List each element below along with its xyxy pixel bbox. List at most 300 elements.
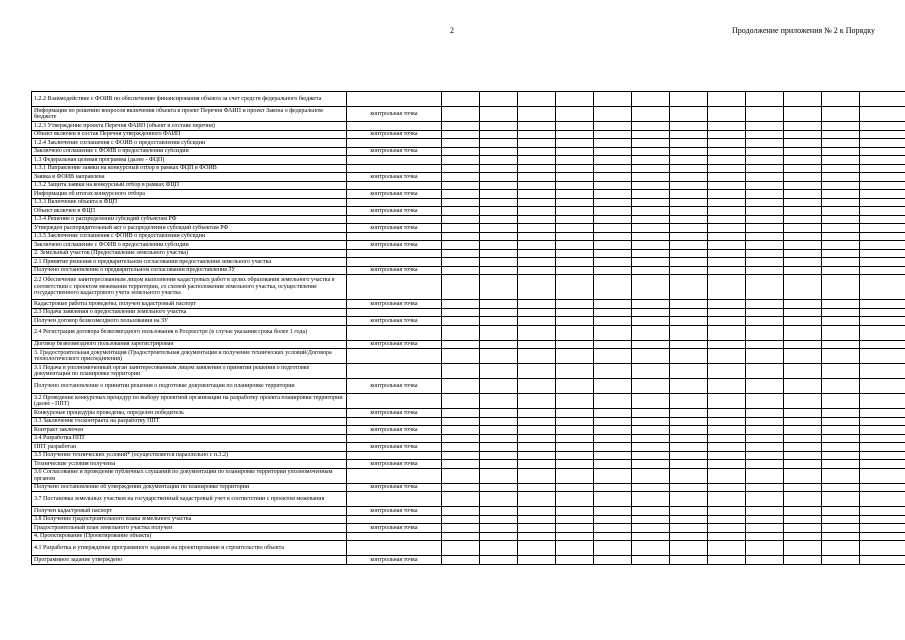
empty-cell [632, 532, 670, 541]
empty-cell [632, 515, 670, 524]
empty-cell [632, 190, 670, 199]
empty-cell [822, 409, 860, 418]
empty-cell [670, 232, 708, 241]
table-row [32, 541, 905, 556]
empty-cell [442, 325, 480, 340]
stage-description-cell: Получен договор безвозмездного пользования на ЗУ [32, 317, 347, 326]
empty-cell [594, 139, 632, 148]
empty-cell [594, 468, 632, 483]
empty-cell [594, 275, 632, 300]
empty-cell [784, 541, 822, 556]
empty-cell [442, 443, 480, 452]
stage-description-cell: Договор безвозмездного пользования зарегистрирован [32, 340, 347, 349]
empty-cell [860, 507, 905, 516]
empty-cell [556, 451, 594, 460]
empty-cell [746, 207, 784, 216]
empty-cell [746, 300, 784, 309]
empty-cell [480, 317, 518, 326]
empty-cell [518, 325, 556, 340]
empty-cell [442, 173, 480, 182]
empty-cell [822, 492, 860, 507]
empty-cell [518, 232, 556, 241]
empty-cell [556, 524, 594, 533]
empty-cell [518, 349, 556, 364]
empty-cell [670, 266, 708, 275]
empty-cell [594, 258, 632, 267]
empty-cell [632, 241, 670, 250]
empty-cell [670, 207, 708, 216]
empty-cell [860, 443, 905, 452]
empty-cell [442, 409, 480, 418]
empty-cell [860, 275, 905, 300]
empty-cell [708, 258, 746, 267]
table-row [32, 300, 905, 309]
empty-cell [746, 532, 784, 541]
table-row [32, 434, 905, 443]
stage-description-cell: 2. Земельный участок (Предоставление земельного участка) [32, 249, 347, 258]
empty-cell [708, 515, 746, 524]
empty-cell [518, 130, 556, 139]
empty-cell [518, 340, 556, 349]
empty-cell [594, 147, 632, 156]
empty-cell [556, 266, 594, 275]
stage-description-cell: 1.3.4 Решение о распределении субсидий субъектам РФ [32, 215, 347, 224]
empty-cell [594, 241, 632, 250]
empty-cell [822, 349, 860, 364]
empty-cell [708, 426, 746, 435]
empty-cell [784, 275, 822, 300]
empty-cell [518, 164, 556, 173]
empty-cell [442, 417, 480, 426]
stage-description-cell: 3.7 Постановка земельных участков на государственный кадастровый учет в соответствии с проектом межевания [32, 492, 347, 507]
empty-cell [670, 308, 708, 317]
empty-cell [442, 460, 480, 469]
empty-cell [822, 483, 860, 492]
empty-cell [632, 460, 670, 469]
empty-cell [822, 198, 860, 207]
empty-cell [442, 434, 480, 443]
empty-cell [518, 241, 556, 250]
table-row [32, 224, 905, 233]
empty-cell [860, 468, 905, 483]
empty-cell [708, 241, 746, 250]
stage-description-cell: Утвержден распорядительный акт о распределении субсидий субъектам РФ [32, 224, 347, 233]
table-row [32, 130, 905, 139]
table-row [32, 241, 905, 250]
empty-cell [518, 207, 556, 216]
checkpoint-type-cell: контрольная точка [347, 224, 442, 233]
empty-cell [784, 139, 822, 148]
empty-cell [784, 556, 822, 565]
empty-cell [594, 92, 632, 107]
empty-cell [670, 241, 708, 250]
empty-cell [442, 241, 480, 250]
empty-cell [784, 173, 822, 182]
table-row [32, 394, 905, 409]
stage-description-cell: 3.1 Подача в уполномоченный орган заинтересованным лицом заявления о принятии решения о подготовке документации по планировке территории [32, 364, 347, 379]
empty-cell [556, 364, 594, 379]
checkpoint-type-cell: контрольная точка [347, 300, 442, 309]
empty-cell [632, 207, 670, 216]
empty-cell [518, 224, 556, 233]
empty-cell [670, 417, 708, 426]
empty-cell [518, 147, 556, 156]
empty-cell [594, 317, 632, 326]
empty-cell [632, 130, 670, 139]
empty-cell [556, 207, 594, 216]
empty-cell [632, 181, 670, 190]
empty-cell [708, 215, 746, 224]
checkpoint-type-cell [347, 215, 442, 224]
empty-cell [442, 451, 480, 460]
checkpoint-type-cell: контрольная точка [347, 340, 442, 349]
empty-cell [556, 164, 594, 173]
empty-cell [556, 460, 594, 469]
empty-cell [556, 409, 594, 418]
empty-cell [480, 468, 518, 483]
empty-cell [556, 507, 594, 516]
table-row [32, 409, 905, 418]
stage-description-cell: 1.3.1 Направление заявки на конкурсный отбор в рамках ФЦП в ФОИВ [32, 164, 347, 173]
empty-cell [822, 468, 860, 483]
stage-description-cell: Заключено соглашение с ФОИВ о предоставлении субсидии [32, 147, 347, 156]
empty-cell [670, 173, 708, 182]
empty-cell [746, 349, 784, 364]
empty-cell [556, 325, 594, 340]
empty-cell [556, 139, 594, 148]
table-row [32, 164, 905, 173]
empty-cell [822, 156, 860, 165]
empty-cell [594, 181, 632, 190]
empty-cell [442, 164, 480, 173]
empty-cell [480, 541, 518, 556]
empty-cell [442, 224, 480, 233]
empty-cell [822, 215, 860, 224]
empty-cell [708, 483, 746, 492]
empty-cell [594, 443, 632, 452]
stage-description-cell: Технические условия получены [32, 460, 347, 469]
table-row [32, 364, 905, 379]
empty-cell [746, 164, 784, 173]
empty-cell [480, 379, 518, 394]
empty-cell [480, 556, 518, 565]
stage-description-cell: 1.3 Федеральная целевая программа (далее - ФЦП) [32, 156, 347, 165]
empty-cell [556, 443, 594, 452]
empty-cell [594, 556, 632, 565]
stage-description-cell: Градостроительный план земельного участка получен [32, 524, 347, 533]
empty-cell [632, 156, 670, 165]
empty-cell [556, 241, 594, 250]
empty-cell [480, 349, 518, 364]
stage-description-cell: 3.3 Заключение госконтракта на разработку ППТ [32, 417, 347, 426]
empty-cell [632, 308, 670, 317]
empty-cell [860, 451, 905, 460]
empty-cell [822, 139, 860, 148]
empty-cell [860, 434, 905, 443]
table-row [32, 266, 905, 275]
checkpoint-type-cell [347, 232, 442, 241]
empty-cell [480, 258, 518, 267]
stage-description-cell: 1.2.3 Утверждение проекта Перечня ФАИП (объект в составе перечня) [32, 122, 347, 131]
empty-cell [746, 426, 784, 435]
empty-cell [708, 173, 746, 182]
empty-cell [822, 266, 860, 275]
empty-cell [670, 349, 708, 364]
stage-description-cell: Получено постановление о предварительном согласовании предоставления ЗУ [32, 266, 347, 275]
empty-cell [632, 492, 670, 507]
empty-cell [556, 308, 594, 317]
empty-cell [670, 147, 708, 156]
empty-cell [632, 139, 670, 148]
empty-cell [784, 515, 822, 524]
empty-cell [708, 224, 746, 233]
empty-cell [518, 107, 556, 122]
empty-cell [518, 317, 556, 326]
empty-cell [670, 524, 708, 533]
empty-cell [822, 443, 860, 452]
checkpoint-type-cell: контрольная точка [347, 426, 442, 435]
empty-cell [442, 266, 480, 275]
empty-cell [708, 181, 746, 190]
empty-cell [632, 468, 670, 483]
empty-cell [480, 340, 518, 349]
empty-cell [784, 308, 822, 317]
empty-cell [594, 164, 632, 173]
empty-cell [822, 300, 860, 309]
empty-cell [556, 224, 594, 233]
empty-cell [784, 258, 822, 267]
empty-cell [594, 532, 632, 541]
empty-cell [708, 417, 746, 426]
empty-cell [746, 409, 784, 418]
empty-cell [556, 198, 594, 207]
empty-cell [822, 541, 860, 556]
empty-cell [442, 515, 480, 524]
empty-cell [708, 207, 746, 216]
stage-description-cell: Получено постановление об утверждении документации по планировке территории [32, 483, 347, 492]
stage-description-cell: 1.2.2 Взаимодействие с ФОИВ по обеспечению финансирования объекта за счет средств федерального бюджета [32, 92, 347, 107]
empty-cell [594, 224, 632, 233]
empty-cell [518, 173, 556, 182]
empty-cell [860, 190, 905, 199]
empty-cell [594, 460, 632, 469]
empty-cell [632, 147, 670, 156]
empty-cell [708, 139, 746, 148]
empty-cell [860, 249, 905, 258]
empty-cell [480, 524, 518, 533]
checkpoint-type-cell: контрольная точка [347, 147, 442, 156]
empty-cell [594, 379, 632, 394]
empty-cell [708, 130, 746, 139]
empty-cell [822, 417, 860, 426]
schedule-table [31, 91, 905, 565]
empty-cell [518, 139, 556, 148]
empty-cell [822, 122, 860, 131]
checkpoint-type-cell [347, 492, 442, 507]
empty-cell [708, 300, 746, 309]
empty-cell [556, 468, 594, 483]
stage-description-cell: Информация по решению вопросов включения объекта в проект Перечня ФАИП и проект Закона о федеральном бюджете [32, 107, 347, 122]
empty-cell [670, 507, 708, 516]
checkpoint-type-cell: контрольная точка [347, 483, 442, 492]
empty-cell [670, 249, 708, 258]
empty-cell [746, 541, 784, 556]
empty-cell [480, 532, 518, 541]
table-row [32, 147, 905, 156]
empty-cell [632, 379, 670, 394]
empty-cell [670, 164, 708, 173]
checkpoint-type-cell [347, 364, 442, 379]
empty-cell [518, 507, 556, 516]
empty-cell [708, 507, 746, 516]
empty-cell [746, 340, 784, 349]
empty-cell [746, 394, 784, 409]
empty-cell [518, 492, 556, 507]
empty-cell [632, 409, 670, 418]
empty-cell [746, 507, 784, 516]
stage-description-cell: 2.3 Подача заявления о предоставлении земельного участка [32, 308, 347, 317]
empty-cell [784, 507, 822, 516]
empty-cell [594, 409, 632, 418]
empty-cell [670, 541, 708, 556]
empty-cell [518, 532, 556, 541]
empty-cell [556, 190, 594, 199]
empty-cell [860, 266, 905, 275]
empty-cell [860, 130, 905, 139]
empty-cell [746, 258, 784, 267]
empty-cell [594, 394, 632, 409]
empty-cell [708, 394, 746, 409]
empty-cell [670, 468, 708, 483]
stage-description-cell: 1.3.2 Защита заявки на конкурсный отбор в рамках ФЦП [32, 181, 347, 190]
table-row [32, 198, 905, 207]
checkpoint-type-cell [347, 541, 442, 556]
empty-cell [442, 483, 480, 492]
table-row [32, 340, 905, 349]
table-row [32, 451, 905, 460]
table-row [32, 468, 905, 483]
table-row [32, 173, 905, 182]
empty-cell [822, 317, 860, 326]
empty-cell [632, 198, 670, 207]
empty-cell [822, 275, 860, 300]
stage-description-cell: Заявка в ФОИВ направлена [32, 173, 347, 182]
empty-cell [822, 394, 860, 409]
empty-cell [442, 556, 480, 565]
table-row [32, 207, 905, 216]
empty-cell [784, 241, 822, 250]
empty-cell [442, 249, 480, 258]
empty-cell [556, 130, 594, 139]
table-row [32, 515, 905, 524]
empty-cell [784, 164, 822, 173]
empty-cell [632, 232, 670, 241]
table-row [32, 492, 905, 507]
empty-cell [518, 541, 556, 556]
empty-cell [670, 156, 708, 165]
empty-cell [518, 266, 556, 275]
empty-cell [632, 443, 670, 452]
empty-cell [480, 308, 518, 317]
empty-cell [784, 300, 822, 309]
empty-cell [708, 198, 746, 207]
empty-cell [784, 379, 822, 394]
stage-description-cell: Контракт заключен [32, 426, 347, 435]
empty-cell [746, 492, 784, 507]
empty-cell [632, 364, 670, 379]
empty-cell [632, 224, 670, 233]
empty-cell [860, 460, 905, 469]
empty-cell [670, 426, 708, 435]
empty-cell [822, 434, 860, 443]
checkpoint-type-cell: контрольная точка [347, 190, 442, 199]
stage-description-cell: Программное задание утверждено [32, 556, 347, 565]
checkpoint-type-cell: контрольная точка [347, 317, 442, 326]
empty-cell [556, 215, 594, 224]
empty-cell [822, 379, 860, 394]
table-row [32, 181, 905, 190]
empty-cell [480, 215, 518, 224]
empty-cell [556, 317, 594, 326]
empty-cell [784, 483, 822, 492]
table-row [32, 556, 905, 565]
empty-cell [784, 443, 822, 452]
empty-cell [822, 224, 860, 233]
empty-cell [632, 349, 670, 364]
empty-cell [480, 483, 518, 492]
empty-cell [784, 107, 822, 122]
empty-cell [860, 207, 905, 216]
empty-cell [594, 349, 632, 364]
empty-cell [822, 308, 860, 317]
empty-cell [480, 92, 518, 107]
empty-cell [860, 426, 905, 435]
empty-cell [442, 92, 480, 107]
checkpoint-type-cell: контрольная точка [347, 507, 442, 516]
empty-cell [860, 241, 905, 250]
empty-cell [480, 434, 518, 443]
empty-cell [632, 317, 670, 326]
empty-cell [480, 426, 518, 435]
empty-cell [784, 215, 822, 224]
empty-cell [594, 107, 632, 122]
empty-cell [708, 308, 746, 317]
empty-cell [632, 300, 670, 309]
empty-cell [442, 207, 480, 216]
empty-cell [480, 173, 518, 182]
empty-cell [480, 249, 518, 258]
empty-cell [860, 409, 905, 418]
empty-cell [746, 107, 784, 122]
empty-cell [632, 258, 670, 267]
empty-cell [822, 258, 860, 267]
empty-cell [442, 394, 480, 409]
empty-cell [594, 515, 632, 524]
empty-cell [480, 139, 518, 148]
empty-cell [518, 394, 556, 409]
empty-cell [594, 483, 632, 492]
empty-cell [518, 275, 556, 300]
empty-cell [480, 224, 518, 233]
empty-cell [860, 224, 905, 233]
empty-cell [708, 364, 746, 379]
empty-cell [480, 190, 518, 199]
empty-cell [860, 122, 905, 131]
empty-cell [670, 325, 708, 340]
empty-cell [480, 507, 518, 516]
empty-cell [480, 394, 518, 409]
empty-cell [480, 156, 518, 165]
